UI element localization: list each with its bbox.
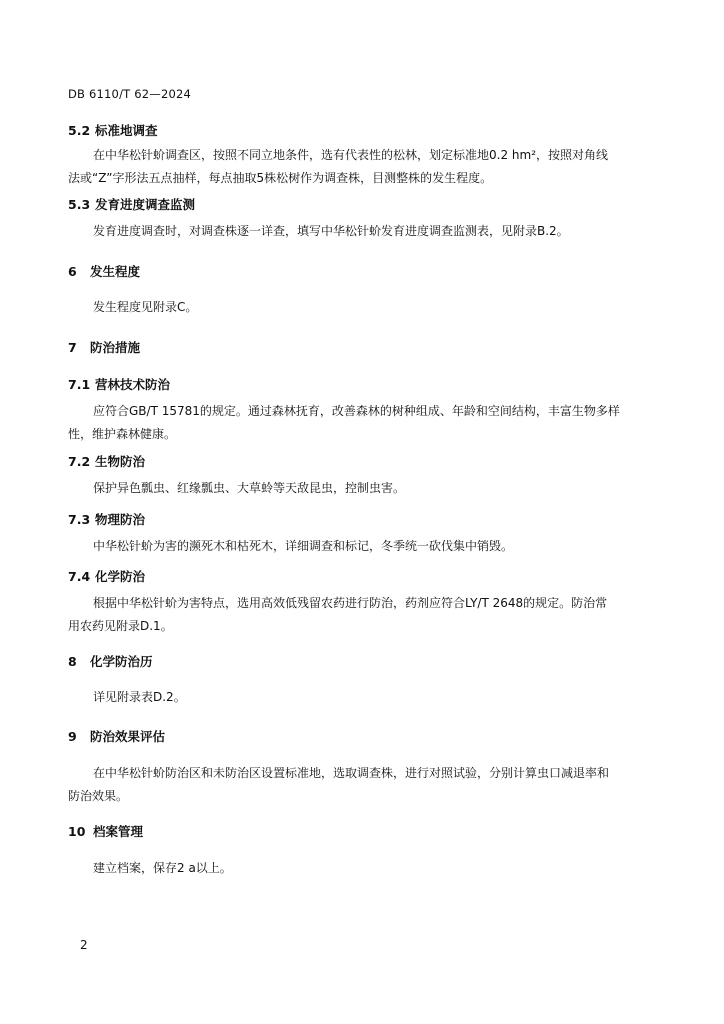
paragraph-line: 用农药见附录D.1。	[68, 619, 173, 633]
paragraph-line: 建立档案，保存2 a以上。	[93, 861, 232, 875]
section-number: 7.2	[68, 454, 91, 469]
paragraph-line: 应符合GB/T 15781的规定。通过森林抚育，改善森林的树种组成、年龄和空间结构，丰富生物多样	[93, 404, 620, 418]
section-number: 5.2	[68, 123, 91, 138]
paragraph-line: 法或“Z”字形法五点抽样，每点抽取5株松树作为调查株，目测整株的发生程度。	[68, 171, 493, 185]
section-heading-7-4	[68, 567, 145, 585]
section-paragraph-7-3	[68, 535, 648, 558]
page-number: 2	[80, 938, 88, 952]
section-number: 8	[68, 654, 77, 669]
section-heading-7	[68, 338, 140, 356]
section-title: 化学防治	[95, 569, 146, 584]
section-title: 生物防治	[95, 454, 146, 469]
paragraph-line: 中华松针蚧为害的濒死木和枯死木，详细调查和标记，冬季统一砍伐集中销毁。	[93, 539, 514, 553]
section-title: 营林技术防治	[95, 377, 171, 392]
section-title: 化学防治历	[90, 654, 153, 669]
section-paragraph-5-3	[68, 220, 648, 243]
paragraph-line: 详见附录表D.2。	[93, 690, 186, 704]
section-title: 防治措施	[90, 340, 141, 355]
section-number: 10	[68, 824, 86, 839]
paragraph-line: 发育进度调查时，对调查株逐一详查，填写中华松针蚧发育进度调查监测表，见附录B.2。	[93, 224, 569, 238]
section-paragraph-9	[68, 762, 648, 808]
section-paragraph-7-2	[68, 477, 648, 500]
section-paragraph-8	[68, 686, 648, 709]
section-number: 6	[68, 264, 77, 279]
section-heading-5-2	[68, 121, 158, 139]
section-heading-6	[68, 262, 140, 280]
section-heading-5-3	[68, 195, 195, 213]
section-title: 档案管理	[93, 824, 144, 839]
document-code: DB 6110/T 62—2024	[68, 87, 192, 101]
section-number: 9	[68, 729, 77, 744]
section-heading-10	[68, 822, 143, 840]
section-paragraph-6	[68, 296, 648, 319]
paragraph-line: 在中华松针蚧调查区，按照不同立地条件，选有代表性的松林，划定标准地0.2 hm²，按照对角线	[93, 148, 609, 162]
section-title: 防治效果评估	[90, 729, 166, 744]
paragraph-line: 保护异色瓢虫、红缘瓢虫、大草蛉等天敌昆虫，控制虫害。	[93, 481, 406, 495]
section-heading-7-1	[68, 375, 170, 393]
section-number: 5.3	[68, 197, 91, 212]
section-heading-7-2	[68, 452, 145, 470]
section-heading-7-3	[68, 510, 145, 528]
section-title: 物理防治	[95, 512, 146, 527]
section-paragraph-7-1	[68, 400, 648, 446]
section-paragraph-7-4	[68, 592, 648, 638]
paragraph-line: 防治效果。	[68, 789, 129, 803]
section-title: 标准地调查	[95, 123, 158, 138]
section-number: 7.3	[68, 512, 91, 527]
paragraph-line: 在中华松针蚧防治区和未防治区设置标准地，选取调查株，进行对照试验，分别计算虫口减退率和	[93, 766, 610, 780]
section-title: 发生程度	[90, 264, 141, 279]
section-heading-8	[68, 652, 153, 670]
section-title: 发育进度调查监测	[95, 197, 196, 212]
section-heading-9	[68, 727, 165, 745]
section-number: 7	[68, 340, 77, 355]
section-paragraph-5-2	[68, 144, 648, 190]
section-number: 7.1	[68, 377, 91, 392]
paragraph-line: 根据中华松针蚧为害特点，选用高效低残留农药进行防治，药剂应符合LY/T 2648的规定。防治常	[93, 596, 608, 610]
section-number: 7.4	[68, 569, 91, 584]
paragraph-line: 发生程度见附录C。	[93, 300, 198, 314]
section-paragraph-10	[68, 857, 648, 880]
paragraph-line: 性，维护森林健康。	[68, 427, 177, 441]
